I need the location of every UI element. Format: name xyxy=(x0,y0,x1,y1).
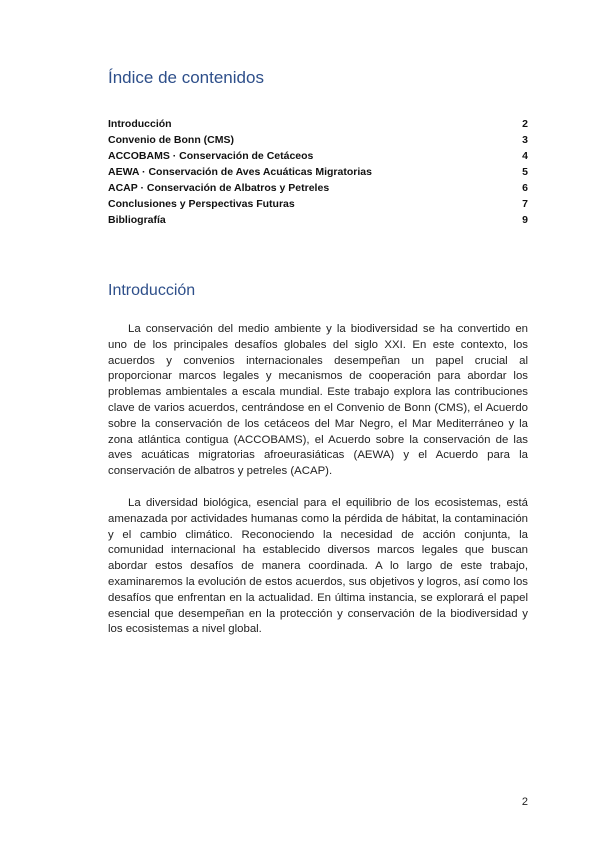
toc-entry-label: Introducción xyxy=(108,118,172,130)
toc-entry-label: Conclusiones y Perspectivas Futuras xyxy=(108,198,295,210)
toc-entry-label: Convenio de Bonn (CMS) xyxy=(108,134,234,146)
toc-entry[interactable] xyxy=(108,180,528,196)
page-number: 2 xyxy=(521,796,528,808)
toc-entry-page: 6 xyxy=(522,182,528,194)
toc-entry-label: ACAP · Conservación de Albatros y Petreles xyxy=(108,182,330,194)
toc-entry-page: 9 xyxy=(522,214,528,226)
toc-entry[interactable] xyxy=(108,132,528,148)
toc-entry[interactable] xyxy=(108,148,528,164)
toc-entry-label: AEWA · Conservación de Aves Acuáticas Migratorias xyxy=(108,166,372,178)
body-paragraph: La conservación del medio ambiente y la biodiversidad se ha convertido en uno de los principales desafíos globales del siglo XXI. En este contexto, los acuerdos y convenios internacionales desempeñan un papel crucial al proporcionar marcos legales y mecanismos de cooperación para abordar los problemas ambientales a escala mundial. Este trabajo explora las contribuciones clave de varios acuerdos, centrándose en el Convenio de Bonn (CMS), el Acuerdo sobre la conservación de los cetáceos del Mar Negro, el Mar Mediterráneo y la zona atlántica contigua (ACCOBAMS), el Acuerdo sobre la conservación de las aves acuáticas migratorias afroeurasiáticas (AEWA) y el Acuerdo para la conservación de albatros y petreles (ACAP). xyxy=(108,323,528,478)
toc-entry[interactable] xyxy=(108,164,528,180)
toc-entry[interactable] xyxy=(108,212,528,228)
body-paragraph: La diversidad biológica, esencial para el equilibrio de los ecosistemas, está amenazada por actividades humanas como la pérdida de hábitat, la contaminación y el cambio climático. Reconociendo la necesidad de acción conjunta, la comunidad internacional ha establecido diversos marcos legales que buscan abordar estos desafíos de manera coordinada. A lo largo de este trabajo, examinaremos la evolución de estos acuerdos, sus objetivos y logros, así como los desafíos que enfrentan en la actualidad. En última instancia, se explorará el papel esencial que desempeñan en la protección y conservación de la biodiversidad y los ecosistemas a nivel global. xyxy=(108,497,528,636)
toc-entry-label: ACCOBAMS · Conservación de Cetáceos xyxy=(108,150,314,162)
toc-title: Índice de contenidos xyxy=(108,68,264,87)
toc-entry-page: 3 xyxy=(522,134,528,146)
toc-entry-page: 5 xyxy=(522,166,528,178)
toc-entry-page: 7 xyxy=(522,198,528,210)
section-heading: Introducción xyxy=(108,282,196,299)
toc-entry[interactable] xyxy=(108,116,528,132)
table-of-contents xyxy=(108,116,528,228)
toc-entry[interactable] xyxy=(108,196,528,212)
toc-entry-label: Bibliografía xyxy=(108,214,166,226)
toc-entry-page: 2 xyxy=(522,118,528,130)
toc-entry-page: 4 xyxy=(522,150,528,162)
